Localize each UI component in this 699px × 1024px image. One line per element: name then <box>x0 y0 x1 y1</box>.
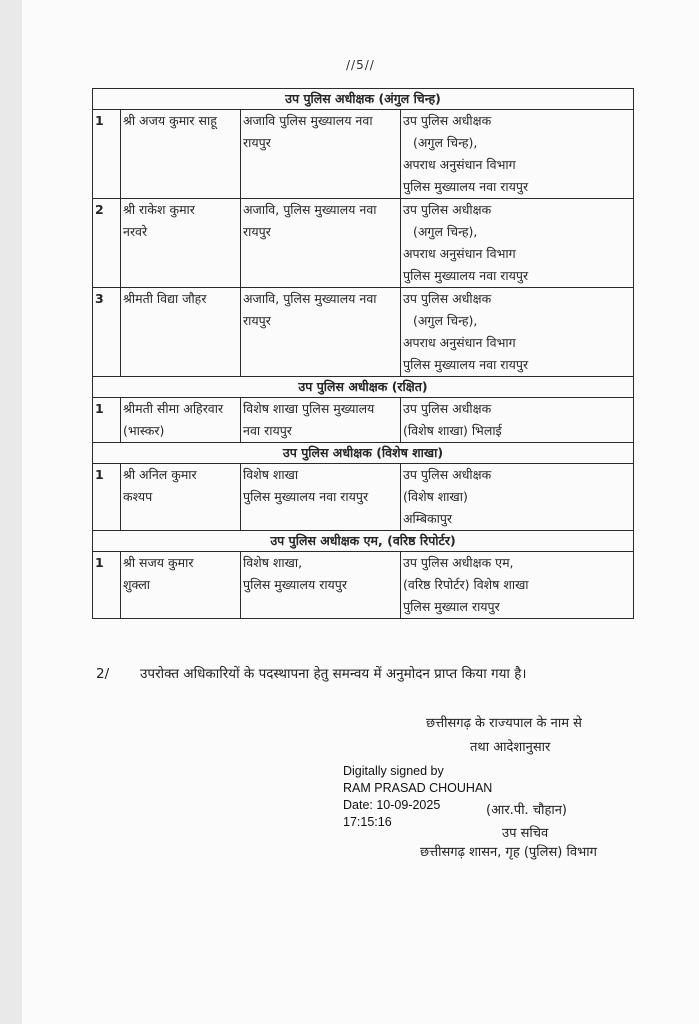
new-post-line: पुलिस मुख्यालय नवा रायपुर <box>403 357 529 372</box>
table-row <box>93 110 634 199</box>
officer-name-cell <box>121 398 241 443</box>
table-row <box>93 552 634 619</box>
new-post-cell <box>401 110 634 199</box>
section-title: उप पुलिस अधीक्षक (अंगुल चिन्ह) <box>93 89 634 110</box>
current-post-line: विशेष शाखा, <box>243 555 303 570</box>
section-title: उप पुलिस अधीक्षक (रक्षित) <box>93 377 634 398</box>
officer-name-cell <box>121 552 241 619</box>
officer-name: श्रीमती विद्या जौहर <box>123 291 207 306</box>
section-header-row <box>93 377 634 398</box>
current-post-line: रायपुर <box>243 135 271 150</box>
new-post-line: उप पुलिस अधीक्षक <box>403 113 492 128</box>
new-post-line: (अगुल चिन्ह), <box>413 313 478 328</box>
new-post-line: अपराध अनुसंधान विभाग <box>403 246 516 261</box>
signatory-name: (आर.पी. चौहान) <box>486 803 568 818</box>
table-row <box>93 398 634 443</box>
serial-number: 1 <box>93 398 121 443</box>
officer-name: कश्यप <box>123 489 153 504</box>
new-post-line: अम्बिकापुर <box>403 511 453 526</box>
officer-name: श्री अजय कुमार साहू <box>123 113 217 128</box>
section-title: उप पुलिस अधीक्षक एम, (वरिष्ठ रिपोर्टर) <box>93 531 634 552</box>
new-post-cell <box>401 398 634 443</box>
transfer-table <box>92 88 634 619</box>
officer-name: श्री राकेश कुमार <box>123 202 195 217</box>
serial-number: 1 <box>93 464 121 531</box>
new-post-cell <box>401 199 634 288</box>
current-post-cell <box>241 398 401 443</box>
digital-signature-line: 17:15:16 <box>343 815 392 829</box>
table-row <box>93 288 634 377</box>
current-post-line: रायपुर <box>243 313 271 328</box>
current-post-cell <box>241 110 401 199</box>
table-row <box>93 464 634 531</box>
signatory-department: छत्तीसगढ़ शासन, गृह (पुलिस) विभाग <box>420 845 597 860</box>
digital-signature-line: RAM PRASAD CHOUHAN <box>343 781 493 795</box>
current-post-line: पुलिस मुख्यालय नवा रायपुर <box>243 489 369 504</box>
current-post-cell <box>241 464 401 531</box>
officer-name-cell <box>121 110 241 199</box>
new-post-line: उप पुलिस अधीक्षक <box>403 401 492 416</box>
serial-number: 2 <box>93 199 121 288</box>
section-header-row <box>93 443 634 464</box>
officer-name: (भास्कर) <box>123 423 165 438</box>
new-post-line: उप पुलिस अधीक्षक <box>403 202 492 217</box>
new-post-line: उप पुलिस अधीक्षक <box>403 467 492 482</box>
approval-paragraph <box>96 664 656 682</box>
new-post-line: पुलिस मुख्याल रायपुर <box>403 599 500 614</box>
serial-number: 3 <box>93 288 121 377</box>
current-post-line: अजावि पुलिस मुख्यालय नवा <box>243 113 373 128</box>
serial-number: 1 <box>93 110 121 199</box>
digital-signature-line: Date: 10-09-2025 <box>343 798 441 812</box>
new-post-cell <box>401 552 634 619</box>
new-post-line: अपराध अनुसंधान विभाग <box>403 157 516 172</box>
officer-name: श्री सजय कुमार <box>123 555 194 570</box>
officer-name: श्रीमती सीमा अहिरवार <box>123 401 224 416</box>
serial-number: 1 <box>93 552 121 619</box>
current-post-line: रायपुर <box>243 224 271 239</box>
current-post-line: पुलिस मुख्यालय रायपुर <box>243 577 348 592</box>
current-post-line: अजावि, पुलिस मुख्यालय नवा <box>243 291 377 306</box>
new-post-line: (अगुल चिन्ह), <box>413 224 478 239</box>
section-header-row <box>93 89 634 110</box>
new-post-line: अपराध अनुसंधान विभाग <box>403 335 516 350</box>
closing-block <box>426 712 582 760</box>
current-post-line: विशेष शाखा <box>243 467 299 482</box>
new-post-line: पुलिस मुख्यालय नवा रायपुर <box>403 179 529 194</box>
new-post-line: उप पुलिस अधीक्षक एम, <box>403 555 514 570</box>
signatory-designation: उप सचिव <box>502 826 549 841</box>
new-post-line: (विशेष शाखा) <box>403 489 468 504</box>
section-header-row <box>93 531 634 552</box>
closing-line: छत्तीसगढ़ के राज्यपाल के नाम से <box>426 716 582 731</box>
current-post-line: अजावि, पुलिस मुख्यालय नवा <box>243 202 377 217</box>
officer-name: नरवरे <box>123 224 148 239</box>
paragraph-number: 2/ <box>96 666 110 682</box>
new-post-line: उप पुलिस अधीक्षक <box>403 291 492 306</box>
new-post-cell <box>401 288 634 377</box>
digital-signature-line: Digitally signed by <box>343 764 444 778</box>
officer-name: श्री अनिल कुमार <box>123 467 197 482</box>
officer-name-cell <box>121 199 241 288</box>
new-post-line: पुलिस मुख्यालय नवा रायपुर <box>403 268 529 283</box>
table-row <box>93 199 634 288</box>
current-post-line: विशेष शाखा पुलिस मुख्यालय <box>243 401 375 416</box>
page-number: //5// <box>346 58 375 72</box>
current-post-cell <box>241 552 401 619</box>
current-post-cell <box>241 288 401 377</box>
new-post-cell <box>401 464 634 531</box>
new-post-line: (अगुल चिन्ह), <box>413 135 478 150</box>
digital-signature-block <box>343 763 492 831</box>
officer-name-cell <box>121 288 241 377</box>
officer-name: शुक्ला <box>123 577 151 592</box>
paragraph-text: उपरोक्त अधिकारियों के पदस्थापना हेतु समन्वय में अनुमोदन प्राप्त किया गया है। <box>140 666 527 682</box>
new-post-line: (वरिष्ठ रिपोर्टर) विशेष शाखा <box>403 577 529 592</box>
closing-line: तथा आदेशानुसार <box>470 740 551 755</box>
officer-name-cell <box>121 464 241 531</box>
current-post-line: नवा रायपुर <box>243 423 292 438</box>
section-title: उप पुलिस अधीक्षक (विशेष शाखा) <box>93 443 634 464</box>
current-post-cell <box>241 199 401 288</box>
new-post-line: (विशेष शाखा) भिलाई <box>403 423 502 438</box>
